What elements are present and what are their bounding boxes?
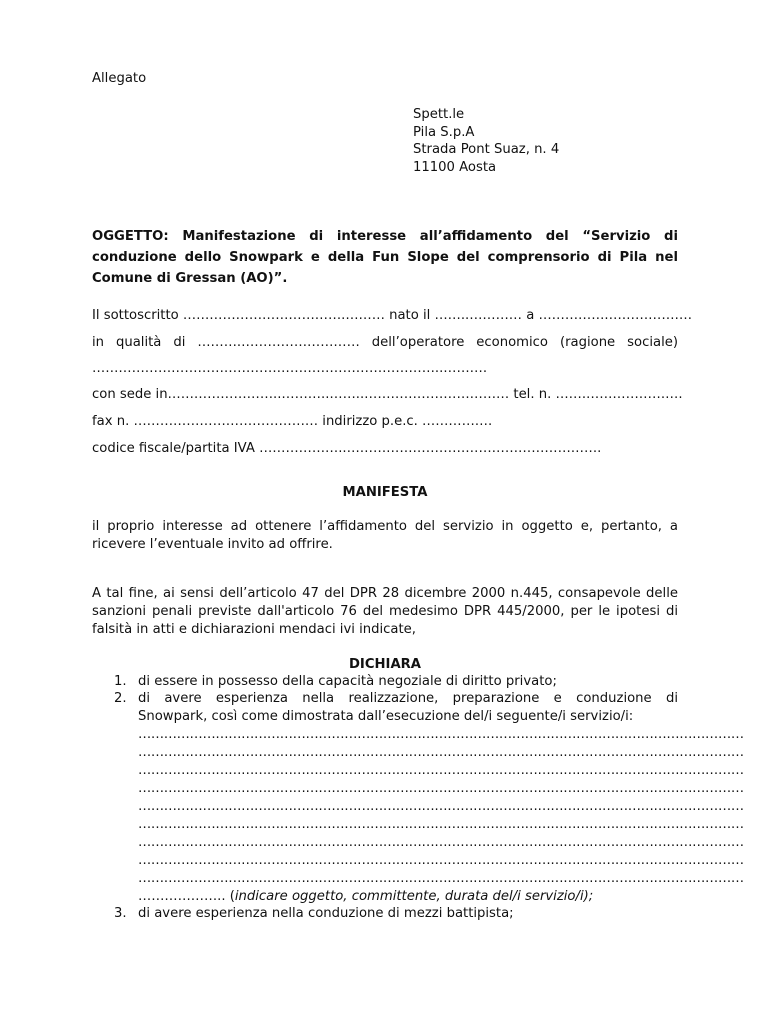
intro-paragraph-line: falsità in atti e dichiarazioni mendaci ivi indicate, [92, 622, 416, 637]
recipient-line: Spett.le [413, 107, 465, 122]
fill-in-dotted-line: …………………………………………………………………………………………………………………………… [138, 817, 744, 832]
fill-in-dotted-line: …………………………………………………………………………………………………………………………… [138, 727, 744, 742]
manifesta-heading: MANIFESTA [342, 485, 428, 500]
fill-in-dotted-line: …………………………………………………………………………………………………………………………… [138, 853, 744, 868]
recipient-line: 11100 Aosta [413, 159, 497, 175]
list-number: 2. [114, 691, 127, 706]
fill-in-dotted-line: …………………………………………………………………………………………………………………………… [138, 871, 744, 886]
subject-line: Comune di Gressan (AO)”. [92, 271, 288, 286]
form-line-name-birth: Il sottoscritto ……………………………….……… nato il ……..………… a …………….………………. [92, 308, 692, 323]
form-line-tax-code: codice fiscale/partita IVA ………………..…………………………………………………. [92, 441, 602, 456]
subject-line: conduzione dello Snowpark e della Fun Slope del comprensorio di Pila nel [92, 250, 678, 265]
manifesta-paragraph-line: il proprio interesse ad ottenere l’affidamento del servizio in oggetto e, pertanto, a [92, 519, 678, 534]
list-item-text: di avere esperienza nella realizzazione, preparazione e conduzione di [138, 691, 678, 706]
allegato-label: Allegato [92, 71, 147, 86]
list-item-text: Snowpark, così come dimostrata dall’esecuzione del/i seguente/i servizio/i: [138, 709, 634, 724]
recipient-address [413, 106, 559, 176]
fill-in-dotted-line: …………………………………………………………………………………………………………………………… [138, 799, 744, 814]
intro-paragraph-line: sanzioni penali previste dall'articolo 76 del medesimo DPR 445/2000, per le ipotesi di [92, 604, 678, 619]
fill-in-dotted-line: …………………………………………………………………………………………………………………………… [138, 835, 744, 850]
form-line-role: in qualità di ……….……………………… dell’operatore economico (ragione sociale) [92, 335, 678, 350]
form-line-fax-pec: fax n. …………………………………… indirizzo p.e.c. ……………. [92, 414, 493, 429]
manifesta-paragraph-line: ricevere l’eventuale invito ad offrire. [92, 537, 333, 552]
fill-in-dotted-line: …………………………………………………………………………………………………………………………… [138, 781, 744, 796]
fill-in-dotted-line: …………………………………………………………………………………………………………………………… [138, 763, 744, 778]
form-line-company: ……………………………………………………………………..………. [92, 361, 488, 376]
list-item-text: di avere esperienza nella conduzione di mezzi battipista; [138, 906, 514, 921]
recipient-line: Pila S.p.A [413, 124, 475, 140]
dichiara-heading: DICHIARA [348, 657, 422, 672]
list-item-instruction [138, 889, 593, 904]
list-number: 3. [114, 906, 127, 921]
list-item-text: di essere in possesso della capacità negoziale di diritto privato; [138, 674, 557, 689]
list-number: 1. [114, 674, 127, 689]
fill-in-dotted-line: …………………………………………………………………………………………………………………………… [138, 745, 744, 760]
subject-line: OGGETTO: Manifestazione di interesse all’affidamento del “Servizio di [92, 229, 678, 244]
instruction-note: indicare oggetto, committente, durata del/i servizio/i); [234, 889, 594, 904]
fill-in-dots: ……………….. ( [138, 889, 235, 904]
intro-paragraph-line: A tal fine, ai sensi dell’articolo 47 del DPR 28 dicembre 2000 n.445, consapevole delle [92, 586, 678, 601]
form-line-address-phone: con sede in……………………..………..……..…………………………… tel. n. …….…………………. [92, 387, 683, 402]
recipient-line: Strada Pont Suaz, n. 4 [413, 142, 560, 157]
